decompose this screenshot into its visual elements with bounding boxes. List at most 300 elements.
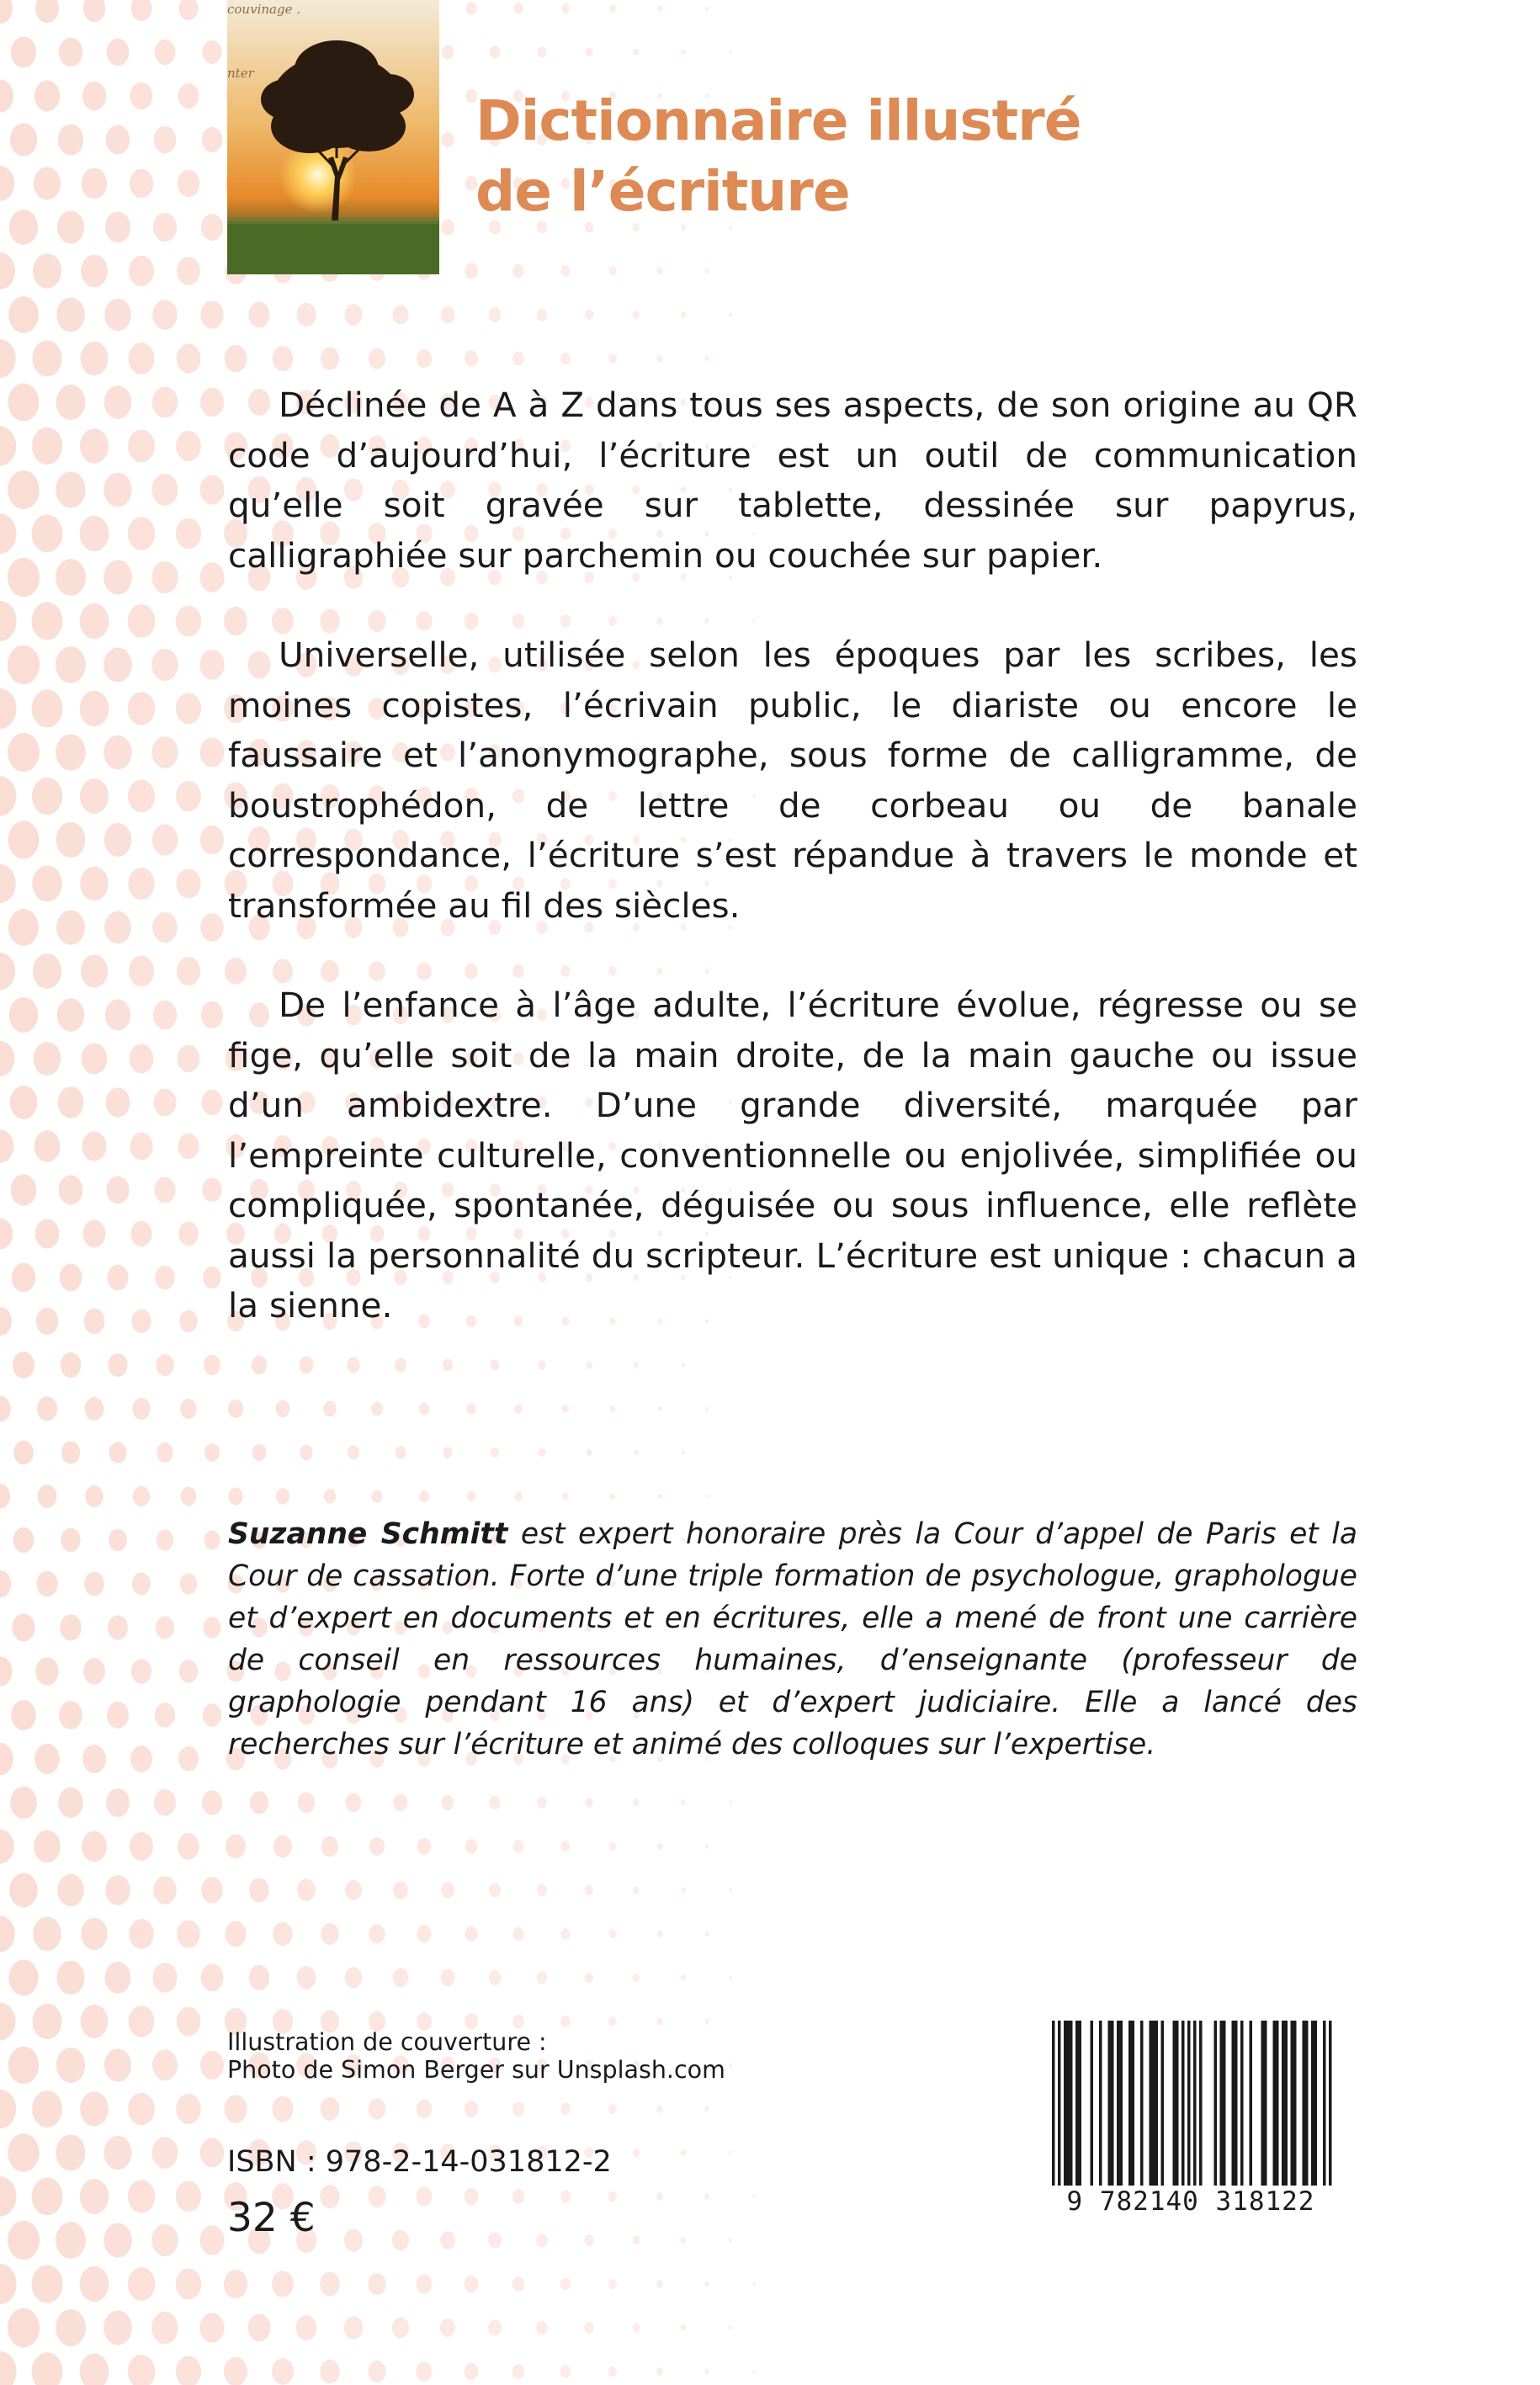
- halftone-dot: [106, 1788, 130, 1817]
- halftone-dot: [12, 1263, 35, 1293]
- halftone-dot: [83, 0, 106, 22]
- halftone-dot: [705, 1844, 709, 1849]
- barcode-bar: [1067, 2021, 1070, 2186]
- halftone-dot: [272, 2096, 293, 2122]
- halftone-dot: [104, 2136, 131, 2170]
- halftone-dot: [512, 2276, 525, 2292]
- halftone-dot: [82, 168, 107, 199]
- halftone-dot: [34, 167, 61, 199]
- halftone-dot: [323, 1401, 336, 1417]
- halftone-dot: [0, 513, 17, 554]
- barcode-bar: [1199, 2021, 1203, 2186]
- halftone-dot: [273, 1922, 292, 1946]
- barcode-bar: [1132, 2021, 1135, 2186]
- halftone-dot: [0, 1484, 10, 1509]
- halftone-dot: [83, 1220, 106, 1248]
- halftone-dot: [33, 253, 61, 288]
- halftone-dot: [151, 561, 178, 593]
- halftone-dot: [199, 2313, 224, 2343]
- halftone-dot: [32, 515, 63, 553]
- halftone-dot: [657, 1843, 663, 1850]
- halftone-dot: [276, 1488, 289, 1504]
- book-title-line-1: Dictionnaire illustré: [475, 88, 1081, 153]
- halftone-dot: [178, 1045, 200, 1073]
- barcode-bar: [1187, 2021, 1191, 2201]
- halftone-dot: [585, 1973, 593, 1984]
- halftone-dot: [585, 1885, 593, 1895]
- halftone-dot: [57, 210, 84, 243]
- halftone-dot: [0, 1570, 11, 1598]
- halftone-dot: [608, 2104, 617, 2114]
- halftone-dot: [84, 1572, 104, 1596]
- halftone-dot: [130, 1221, 151, 1247]
- barcode-bar: [1305, 2021, 1309, 2186]
- halftone-dot: [200, 388, 224, 417]
- halftone-dot: [200, 2051, 224, 2080]
- halftone-dot: [296, 303, 316, 327]
- halftone-dot: [729, 312, 732, 316]
- barcode-bar: [1220, 2021, 1224, 2186]
- halftone-dot: [417, 1926, 431, 1943]
- illustration-credit: [227, 2028, 725, 2084]
- halftone-dot: [33, 2004, 62, 2039]
- halftone-dot: [104, 911, 131, 944]
- halftone-dot: [467, 1403, 476, 1414]
- book-title-line-2: de l’écriture: [475, 159, 850, 224]
- halftone-dot: [56, 734, 86, 770]
- halftone-dot: [584, 2234, 593, 2246]
- halftone-dot: [109, 1529, 127, 1552]
- halftone-dot: [729, 50, 732, 54]
- halftone-dot: [80, 2179, 109, 2214]
- halftone-dot: [537, 1971, 547, 1984]
- halftone-dot: [178, 1746, 199, 1771]
- halftone-dot: [176, 605, 201, 636]
- halftone-dot: [128, 2355, 156, 2385]
- halftone-dot: [369, 2098, 386, 2119]
- halftone-dot: [465, 350, 478, 367]
- halftone-dot: [200, 475, 225, 504]
- halftone-dot: [224, 2095, 247, 2122]
- halftone-dot: [151, 2224, 178, 2256]
- halftone-dot: [84, 1309, 105, 1334]
- halftone-dot: [704, 356, 709, 362]
- barcode-bar: [1128, 2021, 1132, 2186]
- halftone-dot: [133, 1486, 150, 1506]
- halftone-dot: [83, 1658, 105, 1685]
- halftone-dot: [202, 1790, 222, 1815]
- halftone-dot: [152, 386, 178, 417]
- halftone-dot: [56, 2309, 86, 2346]
- halftone-dot: [129, 2005, 155, 2037]
- halftone-dot: [176, 431, 201, 461]
- halftone-dot: [56, 2222, 86, 2259]
- halftone-dot: [35, 1657, 59, 1686]
- halftone-dot: [296, 2315, 317, 2340]
- halftone-dot: [417, 2100, 433, 2119]
- halftone-dot: [176, 781, 201, 811]
- halftone-dot: [56, 2134, 85, 2170]
- halftone-dot: [85, 1397, 104, 1421]
- halftone-dot: [0, 1743, 13, 1775]
- halftone-dot: [151, 736, 178, 768]
- halftone-dot: [104, 385, 132, 419]
- halftone-dot: [225, 1921, 246, 1947]
- halftone-dot: [586, 48, 593, 57]
- halftone-dot: [11, 37, 36, 68]
- halftone-dot: [681, 1800, 686, 1806]
- isbn: ISBN : 978-2-14-031812-2: [227, 2145, 612, 2179]
- halftone-dot: [272, 2358, 294, 2384]
- halftone-dot: [199, 650, 224, 680]
- halftone-dot: [419, 1490, 429, 1502]
- halftone-dot: [320, 2185, 339, 2208]
- halftone-dot: [80, 778, 109, 814]
- halftone-dot: [104, 2310, 132, 2345]
- halftone-dot: [224, 2357, 247, 2385]
- halftone-dot: [178, 83, 199, 109]
- barcode-bar: [1250, 2021, 1253, 2186]
- author-bio: [228, 1513, 1357, 1766]
- halftone-dot: [560, 2365, 571, 2377]
- halftone-dot: [153, 213, 177, 242]
- halftone-dot: [705, 6, 709, 10]
- halftone-dot: [0, 1915, 15, 1952]
- halftone-dot: [180, 1573, 198, 1594]
- halftone-dot: [8, 645, 40, 685]
- barcode-bar: [1091, 2021, 1094, 2186]
- halftone-dot: [392, 2230, 409, 2251]
- barcode-bar: [1264, 2021, 1267, 2186]
- halftone-dot: [443, 1447, 452, 1458]
- halftone-dot: [0, 0, 13, 24]
- halftone-dot: [32, 2090, 62, 2127]
- halftone-dot: [512, 2364, 525, 2379]
- halftone-dot: [153, 1963, 178, 1992]
- halftone-dot: [512, 2189, 524, 2204]
- halftone-dot: [273, 1835, 292, 1858]
- halftone-dot: [729, 2150, 732, 2154]
- halftone-dot: [656, 2105, 663, 2112]
- halftone-dot: [202, 40, 221, 64]
- halftone-dot: [61, 1441, 80, 1463]
- halftone-dot: [465, 2188, 479, 2205]
- tree-sunset-image: [227, 0, 439, 274]
- halftone-dot: [129, 1919, 153, 1949]
- halftone-dot: [224, 2270, 247, 2298]
- blurb: [228, 380, 1357, 1381]
- barcode-bar: [1155, 2021, 1159, 2186]
- halftone-dot: [154, 126, 177, 153]
- halftone-dot: [201, 1001, 223, 1028]
- halftone-dot: [128, 692, 155, 725]
- halftone-dot: [536, 2321, 547, 2335]
- halftone-dot: [178, 170, 199, 197]
- halftone-dot: [128, 2180, 155, 2212]
- halftone-dot: [488, 2319, 502, 2335]
- halftone-dot: [59, 38, 82, 67]
- halftone-dot: [0, 1307, 12, 1336]
- halftone-dot: [59, 1701, 82, 1729]
- halftone-dot: [419, 1402, 429, 1415]
- halftone-dot: [368, 2273, 385, 2295]
- halftone-dot: [131, 1309, 151, 1333]
- halftone-dot: [465, 2276, 479, 2293]
- halftone-dot: [704, 2369, 709, 2375]
- halftone-dot: [104, 823, 132, 857]
- halftone-dot: [130, 1745, 152, 1772]
- halftone-dot: [0, 953, 15, 990]
- halftone-dot: [348, 1446, 359, 1460]
- halftone-dot: [10, 1086, 38, 1119]
- halftone-dot: [729, 2063, 732, 2067]
- halftone-dot: [587, 1449, 592, 1456]
- halftone-dot: [704, 268, 709, 274]
- halftone-dot: [752, 2195, 755, 2198]
- halftone-dot: [81, 1918, 107, 1950]
- halftone-dot: [608, 2016, 617, 2026]
- halftone-dot: [204, 1530, 220, 1549]
- barcode: [1023, 2017, 1358, 2219]
- halftone-dot: [536, 2234, 547, 2247]
- credit-line-1: Illustration de couverture :: [227, 2028, 547, 2056]
- halftone-dot: [56, 559, 86, 596]
- halftone-dot: [177, 1920, 199, 1947]
- halftone-dot: [228, 1487, 242, 1505]
- halftone-dot: [180, 1399, 197, 1419]
- halftone-dot: [392, 2318, 409, 2339]
- halftone-dot: [200, 826, 224, 855]
- halftone-dot: [8, 909, 39, 946]
- halftone-dot: [179, 1660, 199, 1682]
- halftone-dot: [12, 1613, 35, 1641]
- halftone-dot: [61, 1352, 82, 1378]
- halftone-dot: [394, 1794, 408, 1811]
- halftone-dot: [104, 2223, 132, 2258]
- halftone-dot: [276, 1400, 290, 1418]
- halftone-dot: [38, 1485, 57, 1508]
- halftone-dot: [199, 562, 224, 592]
- blurb-paragraph-3: De l’enfance à l’âge adulte, l’écriture évolue, régresse ou se fige, qu’elle soit de la main droite, de la main gauche ou issue d’un ambidextre. D’une grande diversité, marquée par l’empreinte culturelle, conventionnelle ou enjolivée, simplifiée ou compliquée, spontanée, déguisée ou sous influence, elle reflète aussi la personnalité du scripteur. L’écriture est unique : chacun a la sienne.: [228, 985, 1357, 1325]
- halftone-dot: [82, 1043, 108, 1074]
- halftone-dot: [152, 2050, 178, 2081]
- halftone-dot: [0, 339, 16, 378]
- halftone-dot: [203, 1267, 221, 1289]
- barcode-bar: [1058, 2021, 1061, 2201]
- halftone-dot: [36, 1571, 57, 1597]
- halftone-dot: [491, 1447, 499, 1458]
- halftone-dot: [56, 298, 85, 332]
- halftone-dot: [8, 2133, 39, 2172]
- halftone-dot: [729, 1888, 732, 1893]
- blurb-paragraph-1: Déclinée de A à Z dans tous ses aspects, de son origine au QR code d’aujourd’hui, l’écriture est un outil de communication qu’elle soit gravée sur tablette, dessinée sur papyrus, calligraphiée sur parchemin ou couchée sur papier.: [228, 385, 1357, 576]
- barcode-bar: [1173, 2021, 1176, 2186]
- halftone-dot: [9, 997, 39, 1033]
- halftone-dot: [0, 1218, 13, 1249]
- halftone-dot: [729, 2238, 732, 2242]
- barcode-bar: [1276, 2021, 1279, 2186]
- halftone-dot: [13, 1441, 34, 1465]
- halftone-dot: [105, 999, 130, 1030]
- halftone-dot: [106, 125, 130, 155]
- halftone-dot: [80, 867, 108, 901]
- halftone-dot: [513, 3, 523, 14]
- halftone-dot: [344, 2228, 363, 2251]
- halftone-dot: [8, 2221, 40, 2260]
- halftone-dot: [466, 2, 477, 15]
- halftone-dot: [177, 343, 201, 373]
- barcode-bar: [1111, 2021, 1114, 2186]
- halftone-dot: [489, 1883, 501, 1898]
- halftone-dot: [560, 1928, 570, 1940]
- halftone-dot: [297, 1966, 316, 1989]
- halftone-dot: [584, 2322, 593, 2334]
- halftone-dot: [560, 2103, 571, 2116]
- halftone-dot: [153, 1001, 177, 1030]
- halftone-dot: [681, 1974, 686, 1981]
- halftone-dot: [0, 252, 15, 289]
- halftone-dot: [56, 646, 86, 683]
- halftone-dot: [157, 1442, 173, 1463]
- barcode-bar: [1140, 2021, 1144, 2186]
- halftone-dot: [0, 2002, 15, 2040]
- halftone-dot: [704, 2019, 709, 2024]
- halftone-dot: [441, 306, 455, 323]
- halftone-dot: [0, 601, 17, 641]
- halftone-dot: [106, 1176, 129, 1203]
- halftone-dot: [633, 1886, 640, 1894]
- halftone-dot: [489, 1796, 500, 1809]
- halftone-dot: [128, 868, 154, 900]
- halftone-dot: [441, 1882, 454, 1898]
- halftone-dot: [416, 2361, 432, 2381]
- halftone-dot: [58, 1086, 84, 1118]
- halftone-dot: [681, 2324, 687, 2331]
- halftone-dot: [57, 1874, 84, 1907]
- halftone-dot: [633, 2324, 640, 2333]
- halftone-dot: [33, 953, 61, 989]
- barcode-bar: [1261, 2021, 1265, 2186]
- halftone-dot: [104, 1962, 130, 1994]
- halftone-dot: [108, 1615, 128, 1639]
- halftone-dot: [705, 1495, 708, 1498]
- halftone-dot: [321, 1923, 338, 1945]
- halftone-dot: [32, 865, 62, 901]
- halftone-dot: [155, 40, 176, 65]
- halftone-dot: [35, 0, 59, 23]
- halftone-dot: [204, 1355, 220, 1375]
- halftone-dot: [176, 868, 200, 898]
- barcode-bar: [1311, 2021, 1314, 2186]
- halftone-dot: [656, 268, 662, 275]
- halftone-dot: [8, 296, 39, 333]
- halftone-dot: [32, 341, 61, 377]
- cover-thumbnail: [227, 0, 439, 274]
- halftone-dot: [32, 2178, 63, 2216]
- halftone-dot: [105, 1875, 130, 1905]
- halftone-dot: [56, 2048, 85, 2083]
- barcode-bar: [1329, 2021, 1332, 2201]
- halftone-dot: [321, 2097, 340, 2121]
- halftone-dot: [13, 1352, 35, 1378]
- halftone-dot: [57, 998, 84, 1032]
- halftone-dot: [465, 2013, 478, 2029]
- halftone-dot: [8, 558, 40, 598]
- halftone-dot: [59, 1175, 83, 1204]
- halftone-dot: [729, 1801, 732, 1805]
- halftone-dot: [537, 308, 548, 321]
- halftone-dot: [9, 1873, 38, 1908]
- barcode-bar: [1214, 2021, 1218, 2186]
- halftone-dot: [560, 2277, 571, 2290]
- halftone-dot: [0, 864, 16, 903]
- halftone-dot: [80, 2354, 109, 2385]
- halftone-dot: [0, 776, 16, 815]
- barcode-bar: [1291, 2021, 1294, 2186]
- halftone-dot: [417, 1838, 431, 1855]
- halftone-dot: [201, 1964, 224, 1992]
- halftone-dot: [154, 1089, 177, 1117]
- halftone-dot: [368, 2361, 385, 2382]
- barcode-bar: [1099, 2021, 1102, 2186]
- barcode-bar: [1282, 2021, 1285, 2186]
- halftone-dot: [11, 1700, 35, 1730]
- halftone-dot: [633, 49, 639, 56]
- halftone-dot: [442, 45, 454, 59]
- halftone-dot: [393, 305, 409, 324]
- barcode-bar: [1232, 2021, 1235, 2186]
- handwriting-text-1: couvinage .: [227, 2, 300, 17]
- halftone-dot: [157, 1530, 173, 1551]
- halftone-dot: [0, 1830, 14, 1864]
- halftone-dot: [562, 1405, 569, 1413]
- halftone-dot: [512, 264, 523, 278]
- halftone-dot: [465, 2101, 478, 2117]
- halftone-dot: [729, 1975, 732, 1979]
- halftone-dot: [31, 2352, 62, 2385]
- halftone-dot: [80, 516, 109, 551]
- halftone-dot: [513, 1840, 523, 1852]
- halftone-dot: [704, 1931, 709, 1936]
- halftone-dot: [608, 266, 616, 275]
- halftone-dot: [200, 2138, 225, 2168]
- halftone-dot: [561, 3, 569, 13]
- halftone-dot: [729, 2325, 732, 2329]
- barcode-bar: [1182, 2021, 1185, 2186]
- halftone-dot: [371, 1402, 383, 1416]
- halftone-dot: [34, 1830, 61, 1863]
- barcode-bar: [1075, 2021, 1079, 2186]
- halftone-dot: [130, 1132, 152, 1160]
- halftone-dot: [35, 1744, 60, 1774]
- halftone-dot: [32, 778, 62, 815]
- book-title: [475, 86, 1401, 227]
- barcode-bar: [1079, 2021, 1082, 2186]
- halftone-dot: [151, 474, 178, 506]
- halftone-dot: [440, 2319, 455, 2337]
- halftone-dot: [176, 693, 201, 725]
- halftone-dot: [129, 956, 154, 987]
- halftone-dot: [177, 257, 200, 285]
- halftone-dot: [705, 1407, 709, 1410]
- halftone-dot: [515, 1492, 523, 1501]
- halftone-dot: [33, 1917, 61, 1952]
- halftone-dot: [608, 353, 617, 364]
- halftone-dot: [633, 1973, 640, 1982]
- halftone-dot: [417, 2186, 433, 2206]
- author-bio-text: est expert honoraire près la Cour d’appel de Paris et la Cour de cassation. Forte d’une triple formation de psychologue, graphologue et d’expert en documents et en écritures, elle a mené de front une carrière de conseil en ressources humaines, d’enseignante (professeur de graphologie pendant 16 ans) et d’expert judiciaire. Elle a lancé des recherches sur l’écriture et animé des colloques sur l’expertise.: [228, 1517, 1357, 1761]
- halftone-dot: [152, 300, 177, 330]
